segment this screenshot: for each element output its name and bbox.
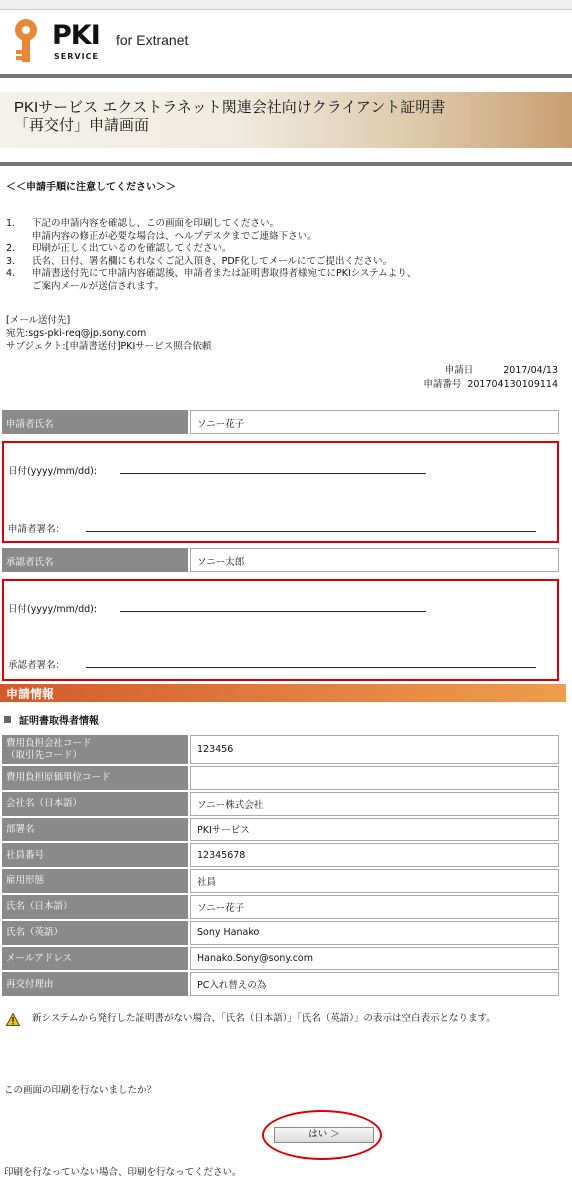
employee-number-label: 社員番号	[2, 843, 190, 867]
print-instruction: 印刷を行なっていない場合、印刷を行なってください。	[4, 1167, 242, 1178]
header-divider	[0, 74, 572, 78]
cost-company-code-label: 費用負担会社コード （取引先コード）	[2, 735, 190, 764]
applicant-date-line	[120, 473, 426, 474]
applicant-date-label: 日付(yyyy/mm/dd):	[8, 466, 98, 477]
for-extranet-label: for Extranet	[116, 32, 189, 48]
company-name-label: 会社名（日本語）	[2, 792, 190, 816]
cost-unit-code-value	[190, 766, 559, 790]
application-date: 2017/04/13	[503, 365, 558, 376]
mail-destination	[6, 314, 211, 353]
approver-sign-line	[86, 667, 536, 668]
logo-text: PKI	[52, 20, 100, 51]
name-english-label: 氏名（英語）	[2, 921, 190, 945]
email-value: Hanako.Sony@sony.com	[190, 947, 559, 971]
print-question: この画面の印刷を行ないましたか？	[4, 1085, 157, 1096]
employee-number-value: 12345678	[190, 843, 559, 867]
employment-type-label: 雇用形態	[2, 869, 190, 893]
reissue-reason-label: 再交付理由	[2, 972, 190, 996]
table-row	[2, 843, 559, 869]
name-english-value: Sony Hanako	[190, 921, 559, 945]
name-japanese-value: ソニー花子	[190, 895, 559, 919]
application-meta	[423, 364, 558, 392]
mail-subject: サブジェクト:[申請書送付]PKIサービス照合依頼	[6, 341, 212, 352]
applicant-name-label: 申請者氏名	[2, 410, 190, 434]
title-divider	[0, 162, 572, 166]
yes-button-highlight	[262, 1110, 382, 1160]
table-row	[2, 972, 559, 998]
approver-date-label: 日付(yyyy/mm/dd):	[8, 604, 98, 615]
key-icon	[10, 16, 50, 64]
email-label: メールアドレス	[2, 947, 190, 971]
reissue-reason-value: PC入れ替えの為	[190, 972, 559, 996]
header	[0, 10, 572, 74]
approver-name-label: 承認者氏名	[2, 548, 190, 572]
certificate-holder-table	[2, 735, 559, 998]
square-bullet-icon	[4, 716, 11, 723]
warning-icon	[6, 1013, 20, 1026]
company-name-value: ソニー株式会社	[190, 792, 559, 816]
approver-date-line	[120, 611, 426, 612]
table-row	[2, 792, 559, 818]
step-item: 2． 印刷が正しく出ているのを確認してください。	[6, 243, 232, 254]
applicant-name-row	[2, 410, 559, 434]
department-value: PKIサービス	[190, 818, 559, 842]
approver-signature-box	[2, 579, 559, 681]
logo-subtext: SERVICE	[54, 52, 99, 61]
employment-type-value: 社員	[190, 869, 559, 893]
step-item: ご案内メールが送信されます。	[32, 280, 165, 292]
approver-name-row	[2, 548, 559, 572]
table-row	[2, 766, 559, 792]
table-row	[2, 735, 559, 766]
applicant-sign-line	[86, 531, 536, 532]
yes-button[interactable]: はい ＞	[274, 1127, 374, 1143]
mail-to: 宛先:sgs-pki-req@jp.sony.com	[6, 328, 147, 339]
step-item: 1． 下記の申請内容を確認し、この画面を印刷してください。	[6, 218, 280, 229]
application-info-band: 申請情報	[0, 684, 566, 702]
table-row	[2, 947, 559, 973]
page-title	[0, 92, 572, 148]
notice-heading: ＜＜申請手順に注意してください＞＞	[6, 182, 176, 193]
pki-logo	[10, 16, 110, 66]
step-item: 3． 氏名、日付、署名欄にもれなくご記入頂き、PDF化してメールにてご提出ください。	[6, 255, 392, 267]
certificate-holder-heading: 証明書取得者情報	[4, 712, 99, 727]
applicant-signature-box	[2, 441, 559, 543]
table-row	[2, 921, 559, 947]
procedure-steps	[6, 218, 566, 293]
mail-label: [メール送付先]	[6, 315, 71, 326]
cost-unit-code-label: 費用負担原価単位コード	[2, 766, 190, 790]
application-number: 201704130109114	[467, 379, 558, 390]
department-label: 部署名	[2, 818, 190, 842]
top-strip	[0, 0, 572, 10]
table-row	[2, 818, 559, 844]
step-item: 申請内容の修正が必要な場合は、ヘルプデスクまでご連絡下さい。	[32, 230, 317, 242]
applicant-sign-label: 申請者署名：	[8, 524, 66, 535]
cost-company-code-value: 123456	[190, 735, 559, 764]
page-title-line1: PKIサービス エクストラネット関連会社向けクライアント証明書	[14, 99, 446, 116]
approver-sign-label: 承認者署名：	[8, 660, 66, 671]
warning-note	[6, 1012, 562, 1026]
table-row	[2, 895, 559, 921]
application-number-label: 申請番号	[423, 379, 462, 390]
step-item: 4． 申請書送付先にて申請内容確認後、申請者または証明書取得者様宛てにPKIシステムより、	[6, 268, 417, 279]
name-japanese-label: 氏名（日本語）	[2, 895, 190, 919]
applicant-name-value: ソニー花子	[190, 410, 559, 434]
application-date-label: 申請日	[444, 365, 474, 376]
page-title-line2: 「再交付」申請画面	[14, 117, 150, 134]
approver-name-value: ソニー太郎	[190, 548, 559, 572]
warning-text: 新システムから発行した証明書がない場合、「氏名（日本語）」「氏名（英語）」の表示は空白表示となります。	[32, 1013, 496, 1024]
table-row	[2, 869, 559, 895]
